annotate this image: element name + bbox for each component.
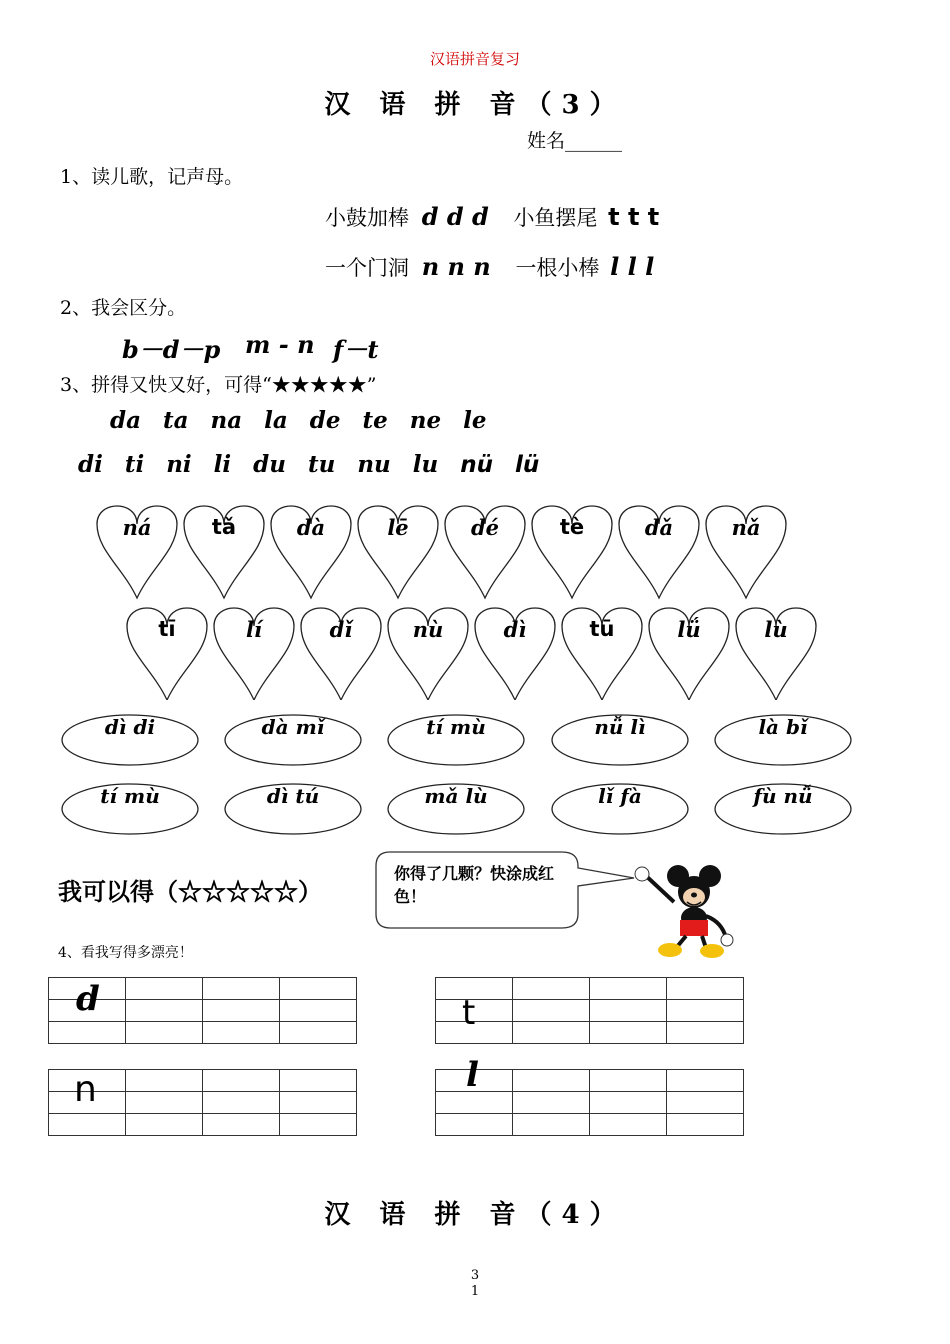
heart-syllable: lǘ bbox=[677, 617, 701, 642]
syllable: li bbox=[213, 451, 232, 478]
pair-f-t: f－t bbox=[333, 335, 379, 364]
syllable: du bbox=[253, 451, 286, 478]
heart-syllable: nù bbox=[412, 617, 444, 642]
oval-word: nǚ lì bbox=[594, 715, 646, 739]
syllable: le bbox=[463, 407, 487, 434]
heart-syllable: dì bbox=[503, 617, 527, 642]
question-3-label: 3、拼得又快又好，可得“★★★★★” bbox=[60, 374, 377, 396]
rhyme-text: 小鼓加棒 bbox=[325, 206, 409, 230]
syllable-row-2 bbox=[78, 451, 561, 478]
syllable: de bbox=[309, 407, 341, 434]
heart-syllable: dà bbox=[296, 515, 326, 540]
heart-syllable: tǎ bbox=[211, 515, 237, 539]
cartoon-mouse-icon bbox=[630, 862, 740, 960]
syllable: la bbox=[264, 407, 288, 434]
heart-syllable: lē bbox=[387, 515, 409, 540]
letter-group-l: l l l bbox=[610, 252, 655, 281]
oval-word: lǐ fà bbox=[598, 784, 642, 808]
writing-letter-n: n bbox=[74, 1069, 97, 1110]
heart-syllable: lí bbox=[246, 617, 262, 642]
heart-syllable: tū bbox=[589, 617, 615, 641]
syllable: te bbox=[362, 407, 388, 434]
syllable: ti bbox=[124, 451, 145, 478]
question-2-label: 2、我会区分。 bbox=[60, 297, 187, 319]
syllable: ni bbox=[166, 451, 192, 478]
oval-word: dì di bbox=[104, 715, 156, 739]
writing-grid-t bbox=[435, 977, 744, 1044]
oval-word: fù nǚ bbox=[753, 784, 813, 808]
writing-grid-l bbox=[435, 1069, 744, 1136]
heart-syllable: dé bbox=[470, 515, 500, 540]
rhyme-line-2 bbox=[325, 252, 654, 282]
syllable: nu bbox=[357, 451, 391, 478]
rhyme-line-1 bbox=[325, 202, 659, 232]
rhyme-text: 一个门洞 bbox=[325, 256, 409, 280]
syllable: da bbox=[110, 407, 141, 434]
page-number-sub: 1 bbox=[470, 1284, 480, 1299]
syllable-row-1 bbox=[110, 407, 509, 434]
oval-word: dà mǐ bbox=[261, 715, 325, 739]
speech-bubble-text: 你得了几颗？快涂成红色！ bbox=[394, 864, 555, 906]
running-header: 汉语拼音复习 bbox=[429, 50, 520, 68]
heart-syllable: ná bbox=[122, 515, 152, 540]
syllable: tu bbox=[307, 451, 336, 478]
rhyme-text: 小鱼摆尾 bbox=[513, 206, 598, 230]
pair-b-d-p: b－d－p bbox=[122, 335, 221, 364]
syllable: di bbox=[78, 451, 103, 478]
heart-syllable: tè bbox=[559, 515, 585, 539]
writing-letter-t: t bbox=[462, 993, 476, 1033]
writing-letter-d: d bbox=[76, 979, 100, 1019]
syllable: nü bbox=[460, 452, 493, 478]
oval-word: là bǐ bbox=[758, 715, 808, 739]
syllable: na bbox=[210, 407, 243, 434]
heart-syllable: dǐ bbox=[329, 617, 353, 642]
score-label: 我可以得（☆☆☆☆☆） bbox=[58, 877, 322, 906]
question-1-label: 1、读儿歌，记声母。 bbox=[60, 166, 244, 188]
oval-word: tí mù bbox=[426, 715, 486, 739]
rhyme-text: 一根小棒 bbox=[515, 256, 600, 280]
heart-syllable: nǎ bbox=[731, 515, 761, 540]
question-4-label: 4、看我写得多漂亮！ bbox=[58, 945, 193, 961]
letter-group-n: n n n bbox=[421, 252, 491, 281]
oval-word: mǎ lù bbox=[424, 784, 488, 808]
letter-group-t: t t t bbox=[608, 203, 660, 231]
section-title-3: 汉 语 拼 音（3） bbox=[324, 90, 626, 120]
heart-syllable: tī bbox=[158, 617, 176, 641]
syllable: ne bbox=[409, 407, 442, 434]
writing-letter-l: l bbox=[466, 1055, 479, 1095]
syllable: ta bbox=[163, 407, 189, 434]
heart-syllable: lù bbox=[764, 617, 788, 642]
pair-m-n: m - n bbox=[245, 330, 315, 359]
heart-syllable: dǎ bbox=[644, 515, 674, 540]
section-title-4: 汉 语 拼 音（4） bbox=[324, 1200, 626, 1230]
letter-group-d: d d d bbox=[421, 202, 489, 231]
page-number: 3 bbox=[470, 1268, 480, 1283]
name-field-label: 姓名______ bbox=[527, 130, 623, 152]
oval-word: tí mù bbox=[100, 784, 160, 808]
oval-word: dì tú bbox=[266, 784, 320, 808]
syllable: lü bbox=[515, 452, 540, 478]
syllable: lu bbox=[412, 451, 439, 478]
